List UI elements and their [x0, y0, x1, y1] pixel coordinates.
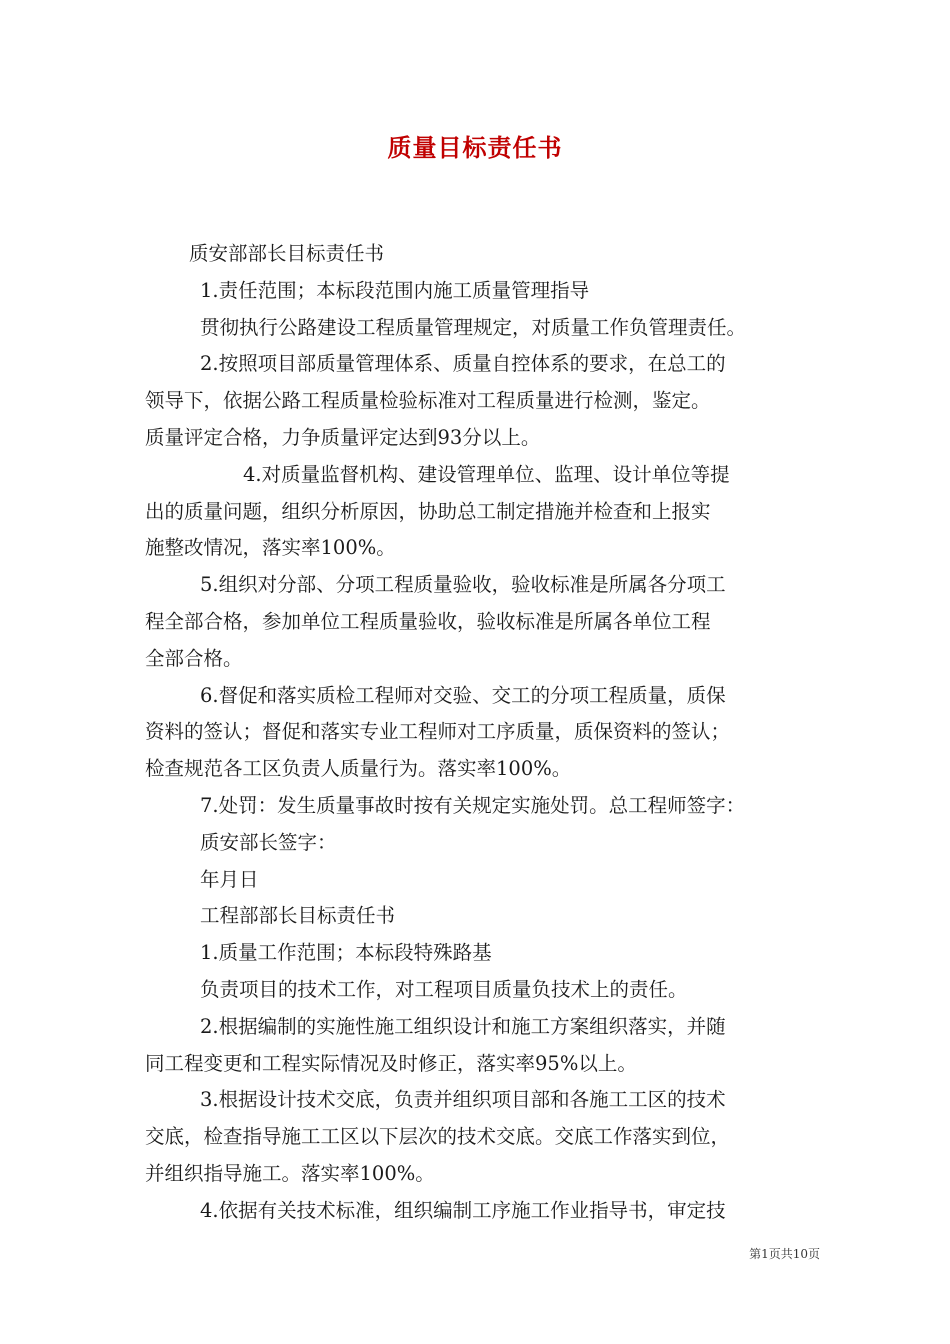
text-line: 年月日 [200, 867, 259, 891]
text-line: 领导下，依据公路工程质量检验标准对工程质量进行检测，鉴定。 [145, 389, 711, 413]
text-line: 检查规范各工区负责人质量行为。落实率100%。 [145, 757, 572, 781]
page-title: 质量目标责任书 [387, 134, 563, 162]
text-line: 1.质量工作范围；本标段特殊路基 [200, 941, 492, 965]
text-line: 出的质量问题，组织分析原因，协助总工制定措施并检查和上报实 [145, 499, 711, 523]
text-line: 同工程变更和工程实际情况及时修正，落实率95%以上。 [145, 1051, 637, 1075]
page-number: 第1页共10页 [749, 1247, 820, 1261]
document-body [145, 236, 815, 1230]
text-line: 4.依据有关技术标准，组织编制工序施工作业指导书，审定技 [200, 1198, 726, 1222]
text-line: 贯彻执行公路建设工程质量管理规定，对质量工作负管理责任。 [200, 315, 747, 339]
text-line: 并组织指导施工。落实率100%。 [145, 1161, 435, 1185]
text-line: 质安部长签字： [200, 830, 337, 854]
text-line: 质量评定合格，力争质量评定达到93分以上。 [145, 425, 541, 449]
text-line: 负责项目的技术工作，对工程项目质量负技术上的责任。 [200, 977, 688, 1001]
text-line: 2.根据编制的实施性施工组织设计和施工方案组织落实，并随 [200, 1014, 726, 1038]
text-line: 1.责任范围；本标段范围内施工质量管理指导 [200, 278, 590, 302]
text-line: 3.根据设计技术交底，负责并组织项目部和各施工工区的技术 [200, 1088, 726, 1112]
text-line: 全部合格。 [145, 646, 243, 670]
text-line: 资料的签认；督促和落实专业工程师对工序质量，质保资料的签认； [145, 720, 731, 744]
text-line: 施整改情况，落实率100%。 [145, 536, 396, 560]
text-line: 程全部合格，参加单位工程质量验收，验收标准是所属各单位工程 [145, 609, 711, 633]
text-line: 工程部部长目标责任书 [200, 904, 396, 928]
text-line: 7.处罚：发生质量事故时按有关规定实施处罚。总工程师签字： [200, 793, 746, 817]
text-line: 4.对质量监督机构、建设管理单位、监理、设计单位等提 [243, 462, 730, 486]
text-line: 6.督促和落实质检工程师对交验、交工的分项工程质量，质保 [200, 683, 726, 707]
text-line: 交底，检查指导施工工区以下层次的技术交底。交底工作落实到位， [145, 1125, 731, 1149]
text-line: 质安部部长目标责任书 [189, 242, 385, 265]
text-line: 5.组织对分部、分项工程质量验收，验收标准是所属各分项工 [200, 573, 726, 597]
text-line: 2.按照项目部质量管理体系、质量自控体系的要求，在总工的 [200, 352, 726, 376]
